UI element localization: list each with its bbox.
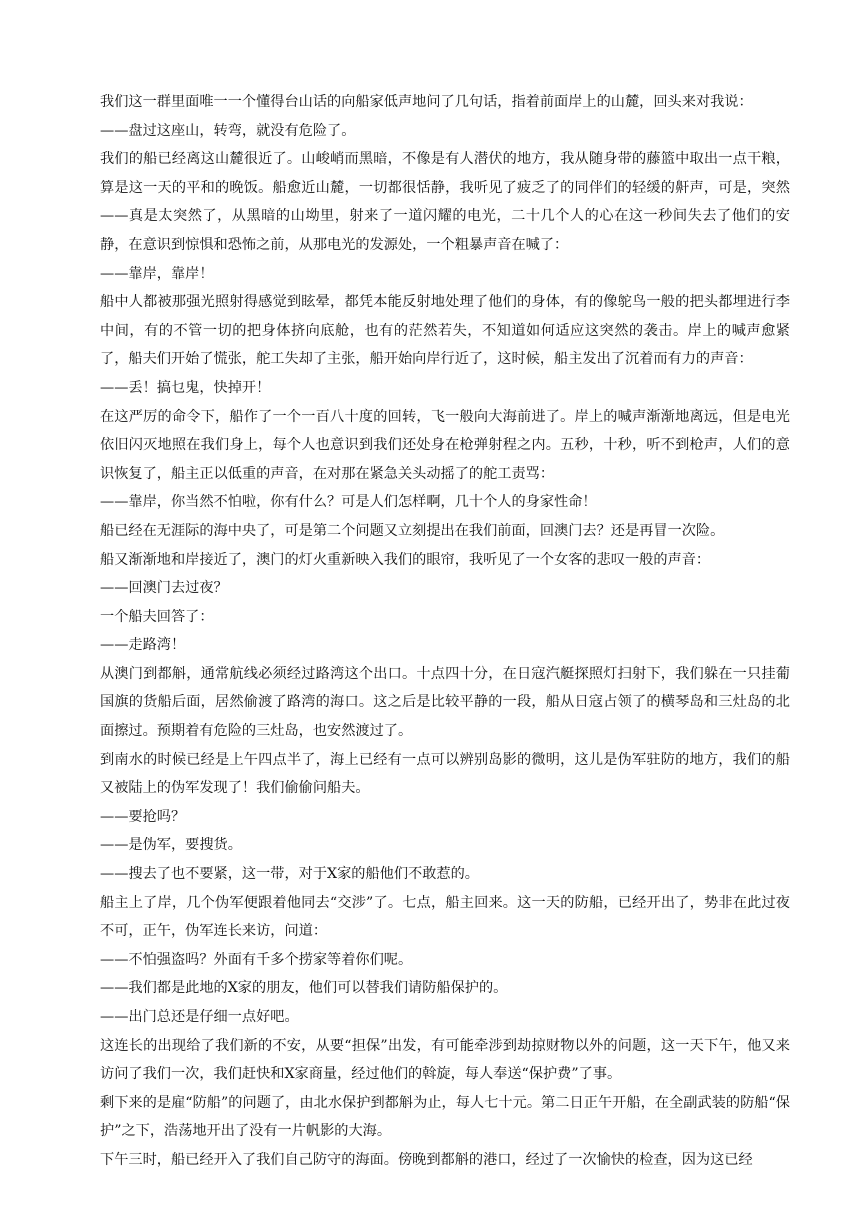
paragraph: 船已经在无涯际的海中央了，可是第二个问题又立刻提出在我们前面，回澳门去？还是再冒一次险。 (100, 522, 725, 539)
dialogue-line: ——是伪军，要搜货。 (100, 837, 242, 854)
paragraph: 一个船夫回答了： (100, 608, 214, 625)
dialogue-line: ——靠岸，你当然不怕啦，你有什么？可是人们怎样啊，几十个人的身家性命！ (100, 494, 597, 511)
dialogue-line: ——靠岸，靠岸！ (100, 265, 214, 282)
dialogue-line: ——不怕强盗吗？外面有千多个捞家等着你们呢。 (100, 951, 413, 968)
document-body (100, 88, 790, 1175)
paragraph: 我们这一群里面唯一一个懂得台山话的向船家低声地问了几句话，指着前面岸上的山麓，回头来对我说： (100, 94, 753, 110)
paragraph: 船又渐渐地和岸接近了，澳门的灯火重新映入我们的眼帘，我听见了一个女客的悲叹一般的声音： (100, 551, 711, 568)
dialogue-line: ——回澳门去过夜？ (100, 580, 228, 597)
paragraph: 船主上了岸，几个伪军便跟着他同去“交涉”了。七点，船主回来。这一天的防船，已经开出了，势非在此过夜不可，正午，伪军连长来访，问道： (100, 894, 790, 940)
dialogue-line: ——盘过这座山，转弯，就没有危险了。 (100, 122, 356, 139)
paragraph: 到南水的时候已经是上午四点半了，海上已经有一点可以辨别岛影的微明，这儿是伪军驻防的地方，我们的船又被陆上的伪军发现了！我们偷偷问船夫。 (100, 751, 790, 797)
dialogue-line: ——要抢吗？ (100, 808, 186, 825)
dialogue-line: ——出门总还是仔细一点好吧。 (100, 1009, 299, 1025)
dialogue-line: ——搜去了也不要紧，这一带，对于X家的船他们不敢惹的。 (100, 866, 479, 883)
paragraph: 下午三时，船已经开入了我们自己防守的海面。傍晚到都斛的港口，经过了一次愉快的检查，因为这已经 (100, 1151, 753, 1168)
paragraph: 船中人都被那强光照射得感觉到眩晕，都凭本能反射地处理了他们的身体，有的像鸵鸟一般的把头都埋进行李中间，有的不管一切的把身体挤向底舱，也有的茫然若失，不知道如何适应这突然的袭击。岸上的喊声愈紧了，船夫们开始了慌张，舵工失却了主张，船开始向岸行近了，这时候，船主发出了沉着而有力的声音： (100, 294, 790, 368)
paragraph: 剩下来的是雇“防船”的问题了，由北水保护到都斛为止，每人七十元。第二日正午开船，在全副武装的防船“保护”之下，浩荡地开出了没有一片帆影的大海。 (100, 1094, 790, 1140)
paragraph: 我们的船已经离这山麓很近了。山峻峭而黑暗，不像是有人潜伏的地方，我从随身带的藤篮中取出一点干粮，算是这一天的平和的晚饭。船愈近山麓，一切都很恬静，我听见了疲乏了的同伴们的轻缓的鼾声，可是，突然——真是太突然了，从黑暗的山坳里，射来了一道闪耀的电光，二十几个人的心在这一秒间失去了他们的安静，在意识到惊惧和恐怖之前，从那电光的发源处，一个粗暴声音在喊了： (100, 151, 790, 253)
paragraph: 在这严厉的命令下，船作了一个一百八十度的回转，飞一般向大海前进了。岸上的喊声渐渐地离远，但是电光依旧闪灭地照在我们身上，每个人也意识到我们还处身在枪弹射程之内。五秒，十秒，听不到枪声，人们的意识恢复了，船主正以低重的声音，在对那在紧急关头动摇了的舵工责骂： (100, 408, 790, 482)
dialogue-line: ——走路湾！ (100, 637, 186, 654)
paragraph: 这连长的出现给了我们新的不安，从要“担保”出发，有可能牵涉到劫掠财物以外的问题，这一天下午，他又来访问了我们一次，我们赶快和X家商量，经过他们的斡旋，每人奉送“保护费”了事。 (100, 1037, 790, 1083)
dialogue-line: ——丢！搞乜鬼，快掉开！ (100, 379, 271, 396)
dialogue-line: ——我们都是此地的X家的朋友，他们可以替我们请防船保护的。 (100, 980, 508, 997)
paragraph: 从澳门到都斛，通常航线必须经过路湾这个出口。十点四十分，在日寇汽艇探照灯扫射下，我们躲在一只挂葡国旗的货船后面，居然偷渡了路湾的海口。这之后是比较平静的一段，船从日寇占领了的横琴岛和三灶岛的北面擦过。预期着有危险的三灶岛，也安然渡过了。 (100, 665, 790, 740)
